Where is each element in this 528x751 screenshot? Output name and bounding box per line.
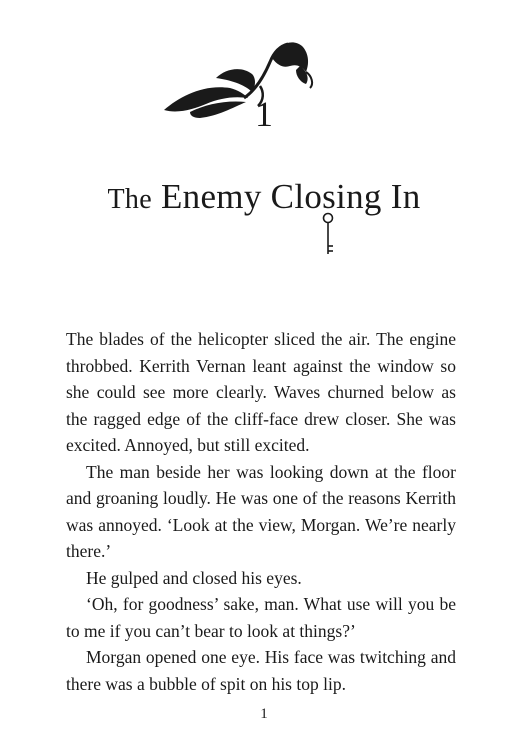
paragraph: The blades of the helicopter sliced the air. The engine throbbed. Kerrith Vernan leant against the window so she could see more clearly. Waves churned below as the ragged edge of the cliff-face drew closer. She was excited. Annoyed, but still excited.	[66, 329, 456, 455]
chapter-title-main: Enemy Closing In	[160, 177, 421, 216]
chapter-body	[66, 326, 456, 697]
key-icon	[318, 212, 338, 258]
page-number: 1	[260, 706, 268, 722]
chapter-number: 1	[255, 94, 273, 134]
paragraph: ‘Oh, for goodness’ sake, man. What use will you be to me if you can’t bear to look at things?’	[66, 594, 456, 641]
paragraph: The man beside her was looking down at the floor and groaning loudly. He was one of the reasons Kerrith was annoyed. ‘Look at the view, Morgan. We’re nearly there.’	[66, 461, 456, 561]
chapter-title-prefix: The	[107, 184, 152, 215]
paragraph: Morgan opened one eye. His face was twitching and there was a bubble of spit on his top lip.	[66, 647, 456, 694]
chapter-title	[0, 174, 528, 223]
paragraph: He gulped and closed his eyes.	[86, 567, 302, 588]
